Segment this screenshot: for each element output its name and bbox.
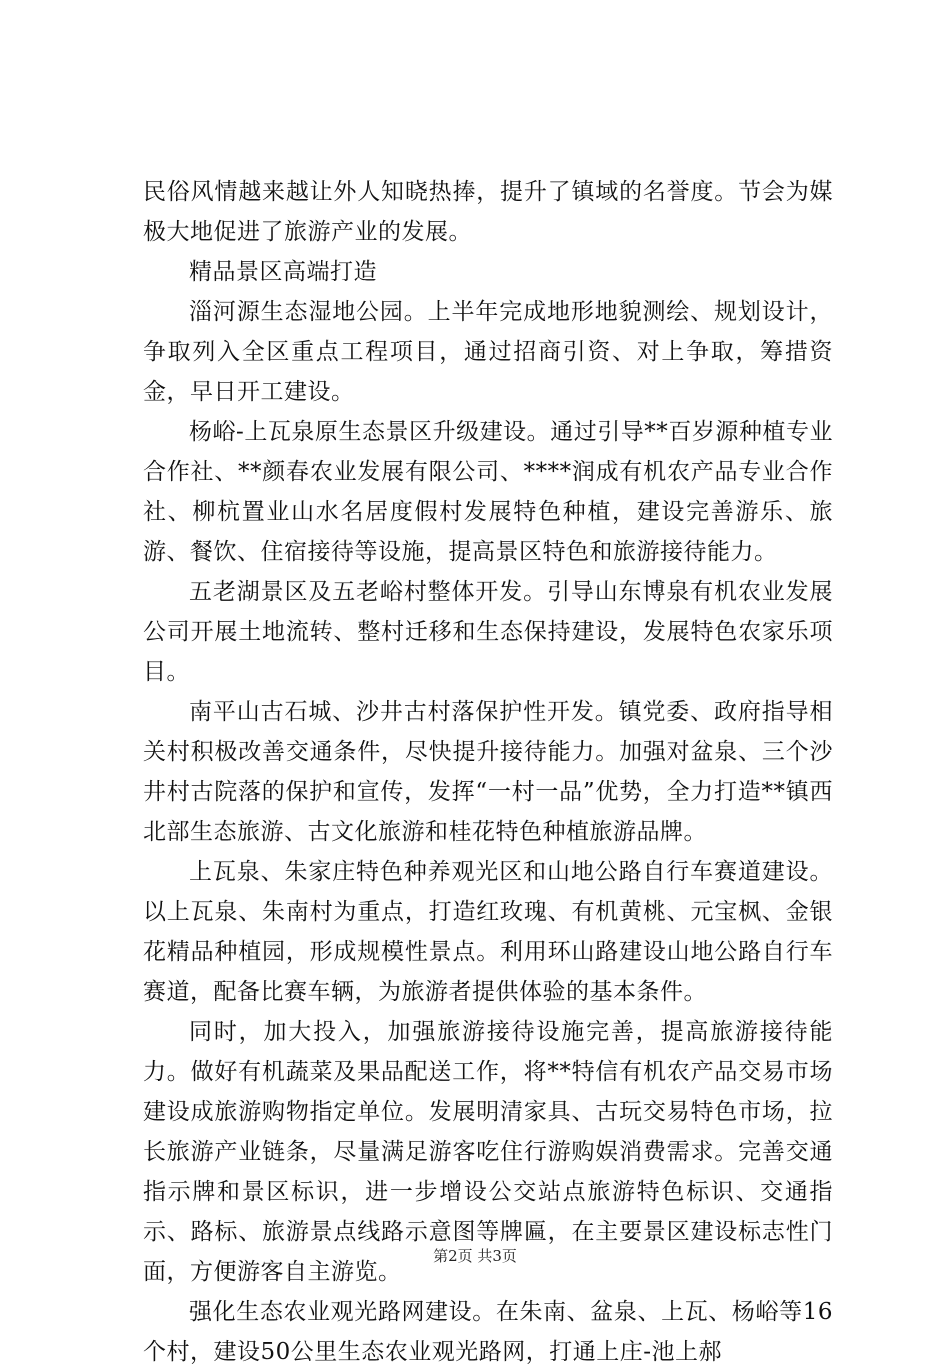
paragraph-9: 强化生态农业观光路网建设。在朱南、盆泉、上瓦、杨峪等16个村，建设50公里生态农业观光路网，打通上庄-池上郝 — [143, 1299, 833, 1365]
paragraph-5: 五老湖景区及五老峪村整体开发。引导山东博泉有机农业发展公司开展土地流转、整村迁移和生态保持建设，发展特色农家乐项目。 — [143, 579, 833, 685]
section-heading: 精品景区高端打造 — [189, 259, 377, 285]
document-body — [143, 172, 833, 1372]
paragraph-1: 民俗风情越来越让外人知晓热捧，提升了镇域的名誉度。节会为媒极大地促进了旅游产业的发展。 — [143, 179, 833, 245]
paragraph-7: 上瓦泉、朱家庄特色种养观光区和山地公路自行车赛道建设。以上瓦泉、朱南村为重点，打造红玫瑰、有机黄桃、元宝枫、金银花精品种植园，形成规模性景点。利用环山路建设山地公路自行车赛道，配备比赛车辆，为旅游者提供体验的基本条件。 — [143, 859, 833, 1005]
paragraph-4: 杨峪-上瓦泉原生态景区升级建设。通过引导**百岁源种植专业合作社、**颜春农业发展有限公司、****润成有机农产品专业合作社、柳杭置业山水名居度假村发展特色种植，建设完善游乐、旅游、餐饮、住宿接待等设施，提高景区特色和旅游接待能力。 — [143, 419, 833, 565]
page-footer: 第2页 共3页 — [433, 1247, 517, 1265]
paragraph-3: 淄河源生态湿地公园。上半年完成地形地貌测绘、规划设计，争取列入全区重点工程项目，通过招商引资、对上争取，筹措资金，早日开工建设。 — [143, 299, 833, 405]
paragraph-8: 同时，加大投入，加强旅游接待设施完善，提高旅游接待能力。做好有机蔬菜及果品配送工作，将**特信有机农产品交易市场建设成旅游购物指定单位。发展明清家具、古玩交易特色市场，拉长旅游产业链条，尽量满足游客吃住行游购娱消费需求。完善交通指示牌和景区标识，进一步增设公交站点旅游特色标识、交通指示、路标、旅游景点线路示意图等牌匾，在主要景区建设标志性门面，方便游客自主游览。 — [143, 1019, 833, 1285]
paragraph-6: 南平山古石城、沙井古村落保护性开发。镇党委、政府指导相关村积极改善交通条件，尽快提升接待能力。加强对盆泉、三个沙井村古院落的保护和宣传，发挥“一村一品”优势，全力打造**镇西北部生态旅游、古文化旅游和桂花特色种植旅游品牌。 — [143, 699, 833, 845]
